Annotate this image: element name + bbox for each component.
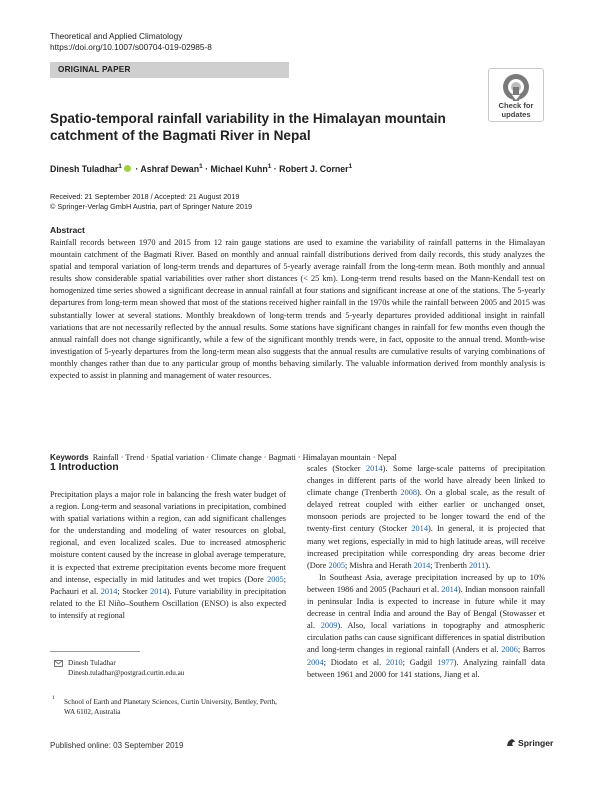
published-online-date: Published online: 03 September 2019 bbox=[50, 741, 184, 750]
citation-link[interactable]: 2014 bbox=[441, 584, 458, 594]
author-affiliation-mark: 1 bbox=[348, 163, 353, 170]
intro-right-column bbox=[307, 463, 545, 681]
citation-link[interactable]: 2006 bbox=[501, 645, 518, 655]
citation-link[interactable]: 2010 bbox=[386, 657, 403, 667]
abstract-text: Rainfall records between 1970 and 2015 from 12 rain gauge stations are used to examine the variability of rainfall patterns in the Himalayan mountain catchment of the Bagmati River. Based on monthly and annual rainfall distributions derived from daily records, this study analyzes the spatial and temporal variation of long-term trends and departures of 5-yearly average rainfall from the long-term mean. Both monthly and annual results show considerable spatial variabilities over rather short distances (< 25 km). Long-term trend results based on the Mann-Kendall test on homogenized time series showed a significant decrease in annual rainfall at four stations and significant increase at one of the stations. The 5-yearly departures from long-term mean showed that most of the stations received higher rainfall in the 1970s while the rainfall between 2005 and 2015 was substantially lower at several stations. Monthly breakdown of long-term trends and 5-yearly departures provided additional insight in rainfall variations that are not necessarily reflected by the annual results. Some stations have significant changes in rainfall for few months even though the annual rainfall does not change significantly, while a few of the significant monthly trends were, in fact, opposite to the annual trend. Month-wise investigation of 5-yearly departures from the long-term mean also suggests that the annual results are cumulative results of varying combinations of monthly changes rather than due to any particular group of months behaving similarly. The valuable information derived from monthly analysis is expected to assist in planning and management of water resources. bbox=[50, 238, 545, 381]
publisher-logo bbox=[506, 738, 553, 748]
citation-link[interactable]: 2014 bbox=[100, 586, 118, 596]
corresponding-author-name: Dinesh Tuladhar bbox=[68, 659, 116, 667]
crossmark-line1: Check for bbox=[498, 101, 534, 110]
crossmark-line2: updates bbox=[501, 110, 531, 119]
doi-link[interactable]: https://doi.org/10.1007/s00704-019-02985-8 bbox=[50, 42, 212, 52]
intro-left-column bbox=[50, 489, 286, 622]
springer-horse-icon bbox=[506, 738, 516, 747]
corresponding-author-email[interactable]: Dinesh.tuladhar@postgrad.curtin.edu.au bbox=[68, 669, 185, 677]
paper-title: Spatio-temporal rainfall variability in the Himalayan mountain catchment of the Bagmati River in Nepal bbox=[50, 111, 446, 143]
author-affiliation-mark: 1 bbox=[267, 163, 272, 170]
journal-name: Theoretical and Applied Climatology bbox=[50, 31, 183, 41]
citation-link[interactable]: 2014 bbox=[150, 586, 167, 596]
citation-link[interactable]: 2009 bbox=[320, 621, 338, 631]
paragraph: In Southeast Asia, average precipitation increased by up to 10% between 1986 and 2005 (Pachauri et al. 2014). Indian monsoon rainfall in peninsular India is expected to increase in future while it may decrease in central India and around the Bay of Bengal (Stowasser et al. 2009). Also, local variations in topography and atmospheric circulation paths can cause significant differences in spatial distribution and long-term changes in regional rainfall (Anders et al. 2006; Barros 2004; Diodato et al. 2010; Gadgil 1977). Analyzing rainfall data between 1961 and 2000 for 141 stations, Jiang et al. bbox=[307, 572, 546, 679]
author-affiliation-mark: 1 bbox=[199, 163, 203, 170]
citation-link[interactable]: 2008 bbox=[400, 488, 418, 498]
citation-link[interactable]: 1977 bbox=[437, 657, 454, 667]
received-accepted-dates: Received: 21 September 2018 / Accepted: 21 August 2019 bbox=[50, 192, 240, 201]
author-name[interactable]: Robert J. Corner bbox=[279, 163, 349, 174]
email-icon bbox=[54, 660, 63, 667]
author-affiliation-mark: 1 bbox=[118, 163, 122, 170]
citation-link[interactable]: 2014 bbox=[411, 524, 428, 534]
keywords-list: Rainfall · Trend · Spatial variation · Climate change · Bagmati · Himalayan mountain · Nepal bbox=[92, 453, 397, 462]
paragraph: scales (Stocker 2014). Some large-scale patterns of precipitation changes in different parts of the world have already been linked to climate change (Trenberth 2008). On a global scale, as the result of delayed retreat coupled with either earlier or unchanged onset, monsoon periods are projected to be longer toward the end of the twenty-first century (Stocker 2014). In general, it is projected that many wet regions, especially in mid to high latitude areas, will receive increased precipitation while corresponding dry areas become drier (Dore 2005; Mishra and Herath 2014; Trenberth 2011). bbox=[307, 464, 545, 570]
citation-link[interactable]: 2005 bbox=[267, 574, 284, 584]
citation-link[interactable]: 2005 bbox=[328, 560, 346, 570]
publisher-name: Springer bbox=[518, 738, 554, 748]
paragraph: Precipitation plays a major role in balancing the fresh water budget of a region. Long-term and seasonal variations in precipitation, combined with spatial variations within a region, can add significant challenges for the understanding and modeling of water resources on global, regional, and even localized scales. Due to increased atmospheric moisture content caused by the increase in global average temperature, it is expected that extreme precipitation events become more frequent and intense, especially in mid latitudes and wet tropics (Dore 2005; Pachauri et al. 2014; Stocker 2014). Future variability in precipitation related to the El Niño–Southern Oscillation (ENSO) is also expected to intensify at regional bbox=[50, 490, 286, 620]
keywords-label: Keywords bbox=[50, 453, 89, 462]
author-name[interactable]: Michael Kuhn bbox=[210, 163, 268, 174]
section-heading-introduction: 1 Introduction bbox=[50, 462, 119, 473]
citation-link[interactable]: 2004 bbox=[307, 657, 324, 667]
copyright-notice: © Springer-Verlag GmbH Austria, part of Springer Nature 2019 bbox=[50, 202, 253, 211]
orcid-icon[interactable] bbox=[124, 165, 131, 172]
citation-link[interactable]: 2011 bbox=[469, 560, 486, 570]
section-label: ORIGINAL PAPER bbox=[50, 62, 289, 78]
abstract-heading: Abstract bbox=[50, 225, 85, 235]
author-list: Dinesh Tuladhar$^1$ · Ashraf Dewan$^1$ · Michael Kuhn$^1$ · Robert J. Corner$^1$ bbox=[50, 163, 353, 174]
citation-link[interactable]: 2014 bbox=[366, 464, 383, 473]
affiliation-number: 1 bbox=[52, 695, 55, 701]
affiliation: School of Earth and Planetary Sciences, Curtin University, Bentley, Perth, WA 6102, Australia bbox=[64, 698, 277, 716]
check-for-updates-badge[interactable] bbox=[488, 68, 544, 122]
author-name[interactable]: Dinesh Tuladhar bbox=[50, 163, 119, 174]
citation-link[interactable]: 2014 bbox=[413, 560, 431, 570]
author-name[interactable]: Ashraf Dewan bbox=[140, 163, 200, 174]
crossmark-icon bbox=[502, 73, 530, 101]
footnote-divider bbox=[50, 651, 140, 652]
